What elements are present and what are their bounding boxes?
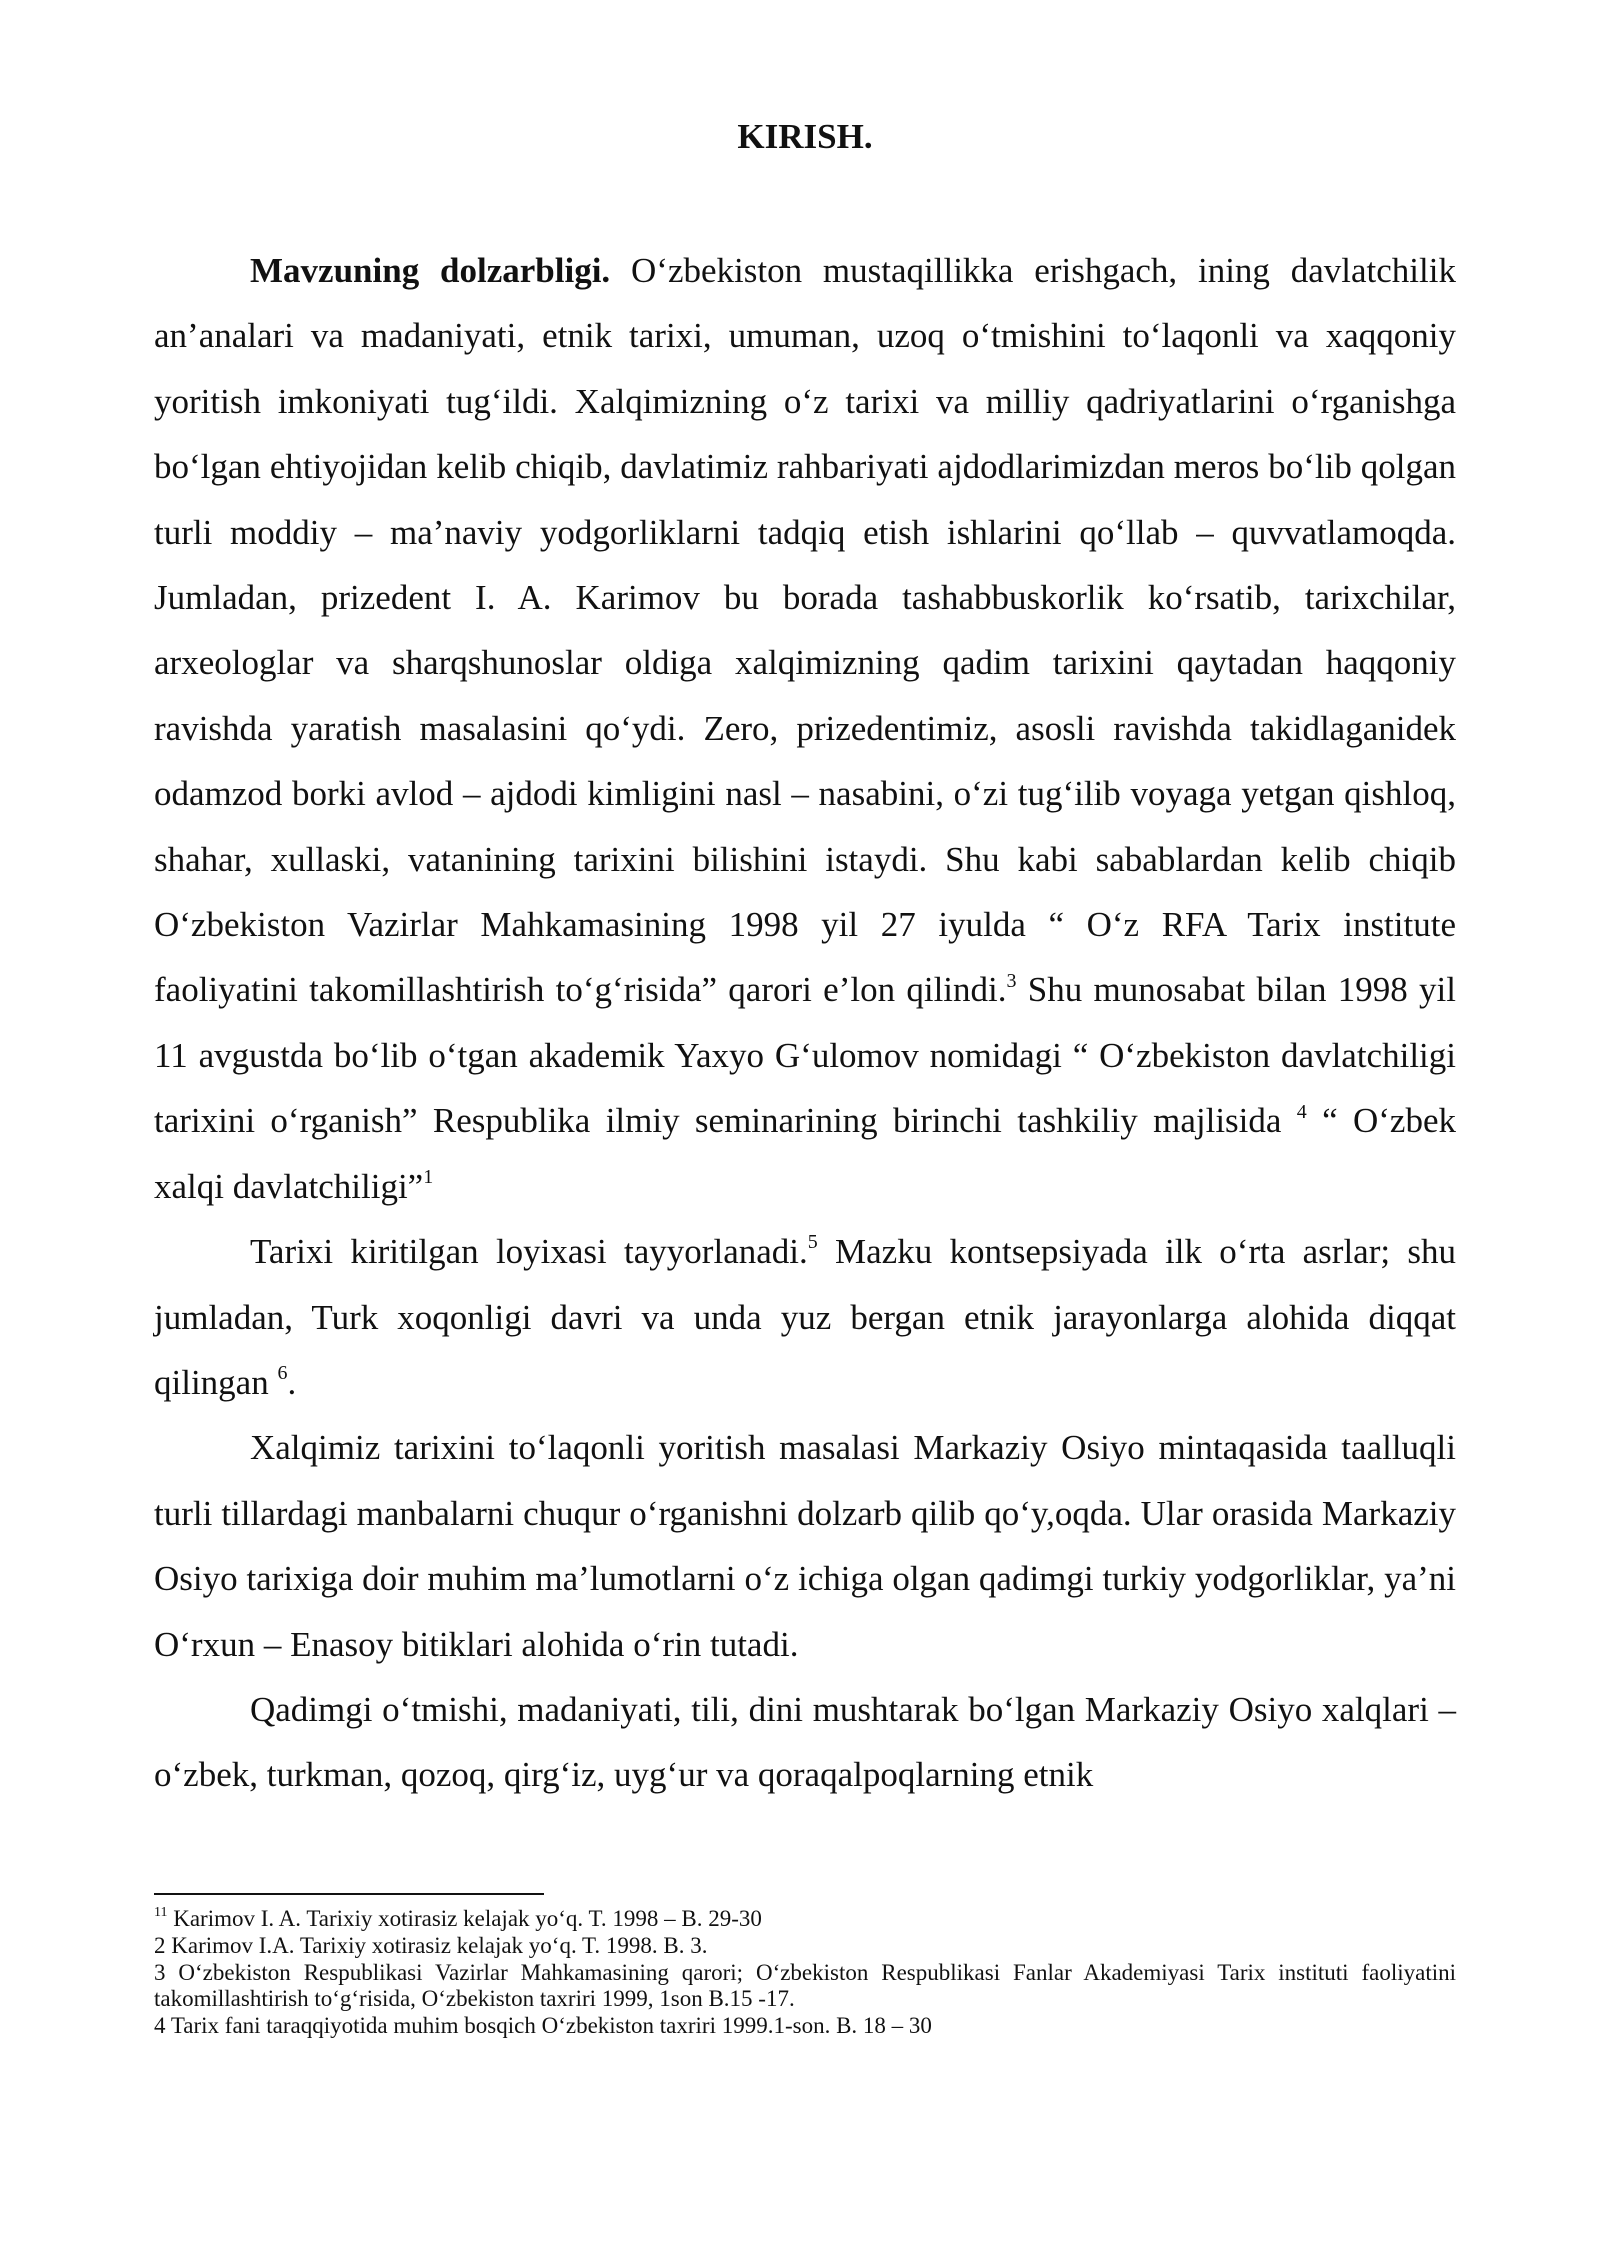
footnote-ref[interactable]: 6 xyxy=(277,1362,288,1385)
body-text xyxy=(154,238,1456,1808)
paragraph-1-text-1: O‘zbekiston mustaqillikka erishgach, ining davlatchilik an’analari va madaniyati, etnik tarixi, umuman, uzoq o‘tmishini to‘laqonli va xaqqoniy yoritish imkoniyati tug‘ildi. Xalqimizning o‘z tarixi va milliy qadriyatlarini o‘rganishga bo‘lgan ehtiyojidan kelib chiqib, davlatimiz rahbariyati ajdodlarimizdan meros bo‘lib qolgan turli moddiy – ma’naviy yodgorliklarni tadqiq etish ishlarini qo‘llab – quvvatlamoqda. Jumladan, prizedent I. A. Karimov bu borada tashabbuskorlik ko‘rsatib, tarixchilar, arxeologlar va sharqshunoslar oldiga xalqimizning qadim tarixini qaytadan haqqoniy ravishda yaratish masalasini qo‘ydi. Zero, prizedentimiz, asosli ravishda takidlaganidek odamzod borki avlod – ajdodi kimligini nasl – nasabini, o‘zi tug‘ilib voyaga yetgan qishloq, shahar, xullaski, vatanining tarixini bilishini istaydi. Shu kabi sabablardan kelib chiqib O‘zbekiston Vazirlar Mahkamasining 1998 yil 27 iyulda “ O‘z RFA Tarix institute faoliyatini takomillashtirish to‘g‘risida” qarori e’lon qilindi. xyxy=(154,251,1456,1010)
section-heading-lead: Mavzuning dolzarbligi. xyxy=(250,251,611,290)
footnote-text: Karimov I. A. Tarixiy xotirasiz kelajak yo‘q. T. 1998 – B. 29-30 xyxy=(167,1906,762,1931)
page-title: KIRISH. xyxy=(737,117,873,156)
paragraph-2 xyxy=(154,1219,1456,1415)
paragraph-4: Qadimgi o‘tmishi, madaniyati, tili, dini mushtarak bo‘lgan Markaziy Osiyo xalqlari – o‘zbek, turkman, qozoq, qirg‘iz, uyg‘ur va qoraqalpoqlarning etnik xyxy=(154,1689,1456,1795)
footnote-ref[interactable]: 1 xyxy=(423,1166,434,1189)
paragraph-2-text-2: Mazku kontsepsiyada ilk o‘rta asrlar; shu jumladan, Turk xoqonligi davri va unda yuz bergan etnik jarayonlarga alohida diqqat qilingan xyxy=(154,1232,1456,1402)
footnote-item xyxy=(154,1906,1456,1932)
paragraph-2-text-3: . xyxy=(287,1362,297,1402)
footnote-ref[interactable]: 4 xyxy=(1296,1100,1307,1123)
footnote-item: 3 O‘zbekiston Respublikasi Vazirlar Mahkamasining qarori; O‘zbekiston Respublikasi Fanlar Akademiyasi Tarix instituti faoliyatini takomillashtirish to‘g‘risida, O‘zbekiston taxriri 1999, 1son B.15 -17. xyxy=(154,1960,1456,2011)
paragraph-1 xyxy=(154,238,1456,1219)
paragraph-3: Xalqimiz tarixini to‘laqonli yoritish masalasi Markaziy Osiyo mintaqasida taalluqli turli tillardagi manbalarni chuqur o‘rganishni dolzarb qilib qo‘y,oqda. Ular orasida Markaziy Osiyo tarixiga doir muhim ma’lumotlarni o‘z ichiga olgan qadimgi turkiy yodgorliklar, ya’ni O‘rxun – Enasoy bitiklari alohida o‘rin tutadi. xyxy=(154,1428,1456,1664)
paragraph-1-text-2: Shu munosabat bilan 1998 yil 11 avgustda bo‘lib o‘tgan akademik Yaxyo G‘ulomov nomidagi “ O‘zbekiston davlatchiligi tarixini o‘rganish” Respublika ilmiy seminarining birinchi tashkiliy majlisida xyxy=(154,970,1456,1141)
footnote-ref[interactable]: 3 xyxy=(1006,969,1017,992)
footnote-separator xyxy=(154,1893,544,1895)
footnote-ref[interactable]: 5 xyxy=(807,1231,818,1254)
footnote-mark: 11 xyxy=(154,1905,168,1921)
footnotes xyxy=(154,1906,1456,2040)
document-page xyxy=(154,0,1456,2262)
footnote-item: 4 Tarix fani taraqqiyotida muhim bosqich O‘zbekiston taxriri 1999.1-son. B. 18 – 30 xyxy=(154,2013,932,2038)
paragraph-1-text-3: “ O‘zbek xalqi davlatchiligi” xyxy=(154,1101,1456,1206)
paragraph-2-text-1: Tarixi kiritilgan loyixasi tayyorlanadi. xyxy=(250,1232,808,1272)
footnote-item: 2 Karimov I.A. Tarixiy xotirasiz kelajak yo‘q. T. 1998. B. 3. xyxy=(154,1933,708,1958)
